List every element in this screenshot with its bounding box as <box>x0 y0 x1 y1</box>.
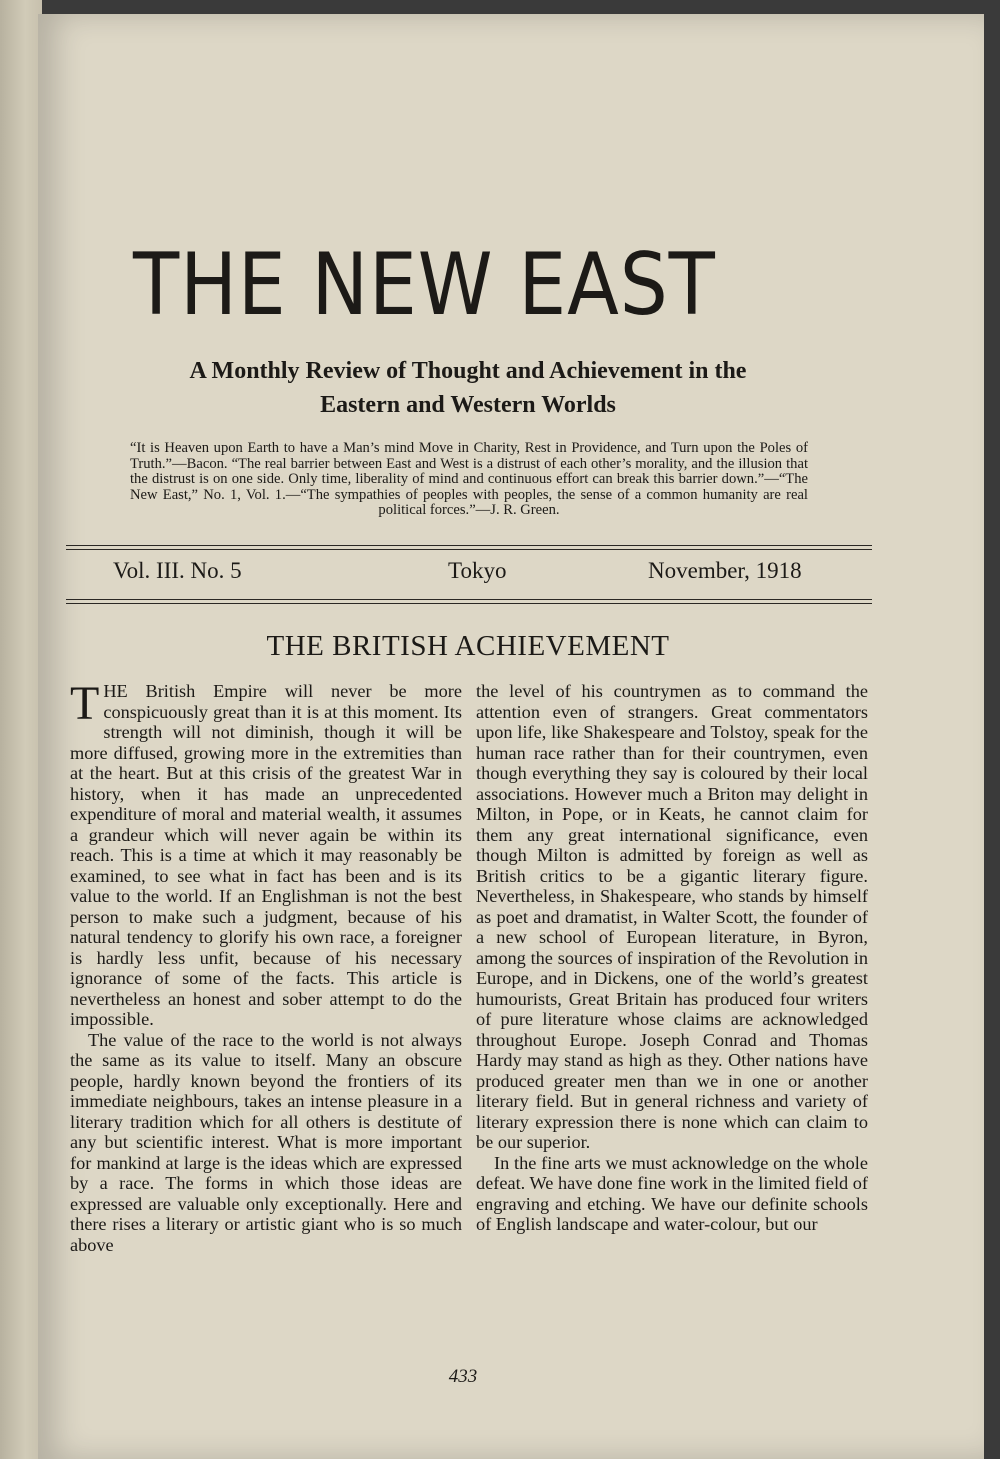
top-double-rule-lower <box>66 549 872 550</box>
issue-date: November, 1918 <box>648 558 802 583</box>
magazine-page <box>38 14 984 1459</box>
bottom-double-rule-upper <box>66 599 872 600</box>
subtitle-line-2: Eastern and Western Worlds <box>320 392 616 418</box>
bottom-double-rule-lower <box>66 603 872 604</box>
drop-cap: T <box>70 677 100 730</box>
masthead-title: THE NEW EAST <box>133 235 716 335</box>
page-number: 433 <box>448 1366 478 1387</box>
paragraph: In the fine arts we must acknowledge on the whole defeat. We have done fine work in the limited field of engraving and etching. We have our definite schools of English landscape and water-colour, but our <box>476 1152 868 1234</box>
top-double-rule-upper <box>66 545 872 546</box>
paragraph <box>70 677 462 1030</box>
paragraph-text: HE British Empire will never be more conspicuously great than it is at this moment. Its strength will not diminish, though it will be more diffused, growing more in the extremities than at the heart. But at this crisis of the greatest War in history, when it has made an unprecedented expenditure of moral and material wealth, it assumes a grandeur which will never again be within its reach. This is a time at which it may reasonably be examined, to see what in fact has been and is its value to the world. If an Englishman is not the best person to make such a judgment, because of his natural tendency to glorify his own race, a foreigner is hardly less unfit, because of his necessary ignorance of some of the facts. This article is nevertheless an honest and sober attempt to do the impossible. <box>70 681 462 1029</box>
issue-place: Tokyo <box>448 558 507 583</box>
paragraph: the level of his countrymen as to command the attention even of strangers. Great commentators upon life, like Shakespeare and Tolstoy, speak for the human race rather than for their countrymen, even though everything they say is coloured by their local associations. However much a Briton may delight in Milton, in Pope, or in Keats, he cannot claim for them any great international significance, even though Milton is admitted by foreign as well as British critics to be a gigantic literary figure. Nevertheless, in Shakespeare, who stands by himself as poet and dramatist, in Walter Scott, the founder of a new school of European literature, in Byron, among the sources of inspiration of the Revolution in Europe, and in Dickens, one of the world’s greatest humourists, Great Britain has produced four writers of pure literature whose claims are acknowledged throughout Europe. Joseph Conrad and Thomas Hardy may stand as high as they. Other nations have produced greater men than we in one or another literary field. But in general richness and variety of literary expression there is none which can claim to be our superior. <box>476 681 868 1152</box>
article-title: THE BRITISH ACHIEVEMENT <box>266 630 670 662</box>
masthead-subtitle <box>118 354 818 422</box>
right-text-column <box>476 681 868 1235</box>
subtitle-line-1: A Monthly Review of Thought and Achievement in the <box>189 358 747 384</box>
epigraph-quotations: “It is Heaven upon Earth to have a Man’s mind Move in Charity, Rest in Providence, and Turn upon the Poles of Truth.”—Bacon. “The real barrier between East and West is a distrust of each other’s morality, and the illusion that the distrust is on one side. Only time, liberality of mind and continuous effort can break this barrier down.”—“The New East,” No. 1, Vol. 1.—“The sympathies of peoples with peoples, the sense of a common humanity are real political forces.”—J. R. Green. <box>130 440 808 518</box>
paragraph: The value of the race to the world is not always the same as its value to itself. Many an obscure people, hardly known beyond the frontiers of its immediate neighbours, takes an intense pleasure in a literary tradition which for all others is destitute of any but scientific interest. What is more important for mankind at large is the ideas which are expressed by a race. The forms in which those ideas are expressed are valuable only exceptionally. Here and there rises a literary or artistic giant who is so much above <box>70 1029 462 1255</box>
issue-volume: Vol. III. No. 5 <box>113 558 242 583</box>
book-spine-edge <box>0 0 42 1459</box>
left-text-column <box>70 677 462 1255</box>
